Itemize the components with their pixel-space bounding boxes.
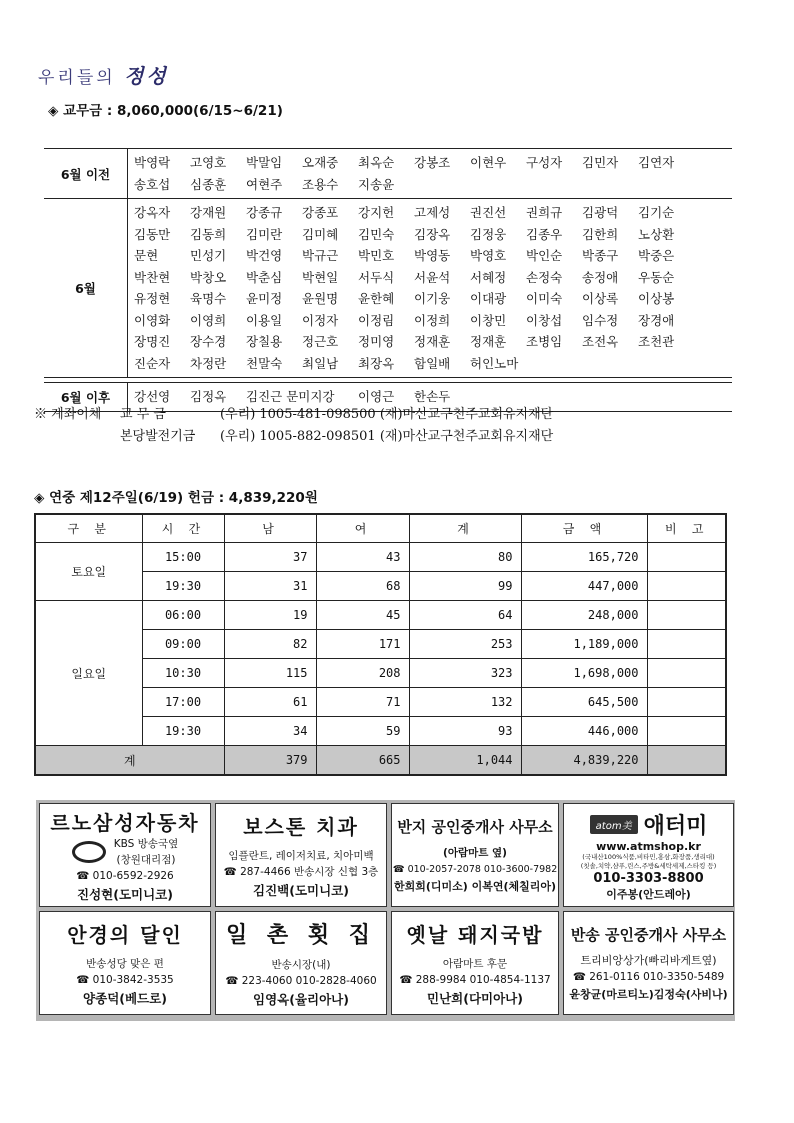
- donor-name: 이용일: [246, 312, 283, 328]
- donor-name: 박현일: [302, 269, 339, 285]
- donor-name: 최옥순: [358, 155, 395, 170]
- donor-name: 권진선: [470, 205, 507, 220]
- donor-name: 조병임: [526, 334, 563, 349]
- donor-row: [44, 148, 732, 198]
- atomy-logo: [590, 809, 708, 840]
- column-header: 금 액: [521, 514, 647, 543]
- donor-name: 허인노마: [470, 355, 519, 371]
- time-cell: 19:30: [142, 717, 224, 746]
- donor-name: 박종구: [582, 248, 619, 263]
- donor-name: 박영락: [134, 155, 171, 170]
- account-mark: [34, 426, 120, 448]
- ad-yetnal[interactable]: [391, 911, 559, 1015]
- donor-name: 이대광: [470, 291, 507, 306]
- donor-name: 서두식: [358, 269, 395, 285]
- donor-name: 심종훈: [190, 176, 227, 192]
- donor-name: 김장옥: [414, 226, 451, 242]
- total-m-cell: 379: [224, 746, 316, 776]
- ad-line: 임플란트, 레이저치료, 치아미백: [228, 850, 374, 862]
- title-main: 우리들의: [38, 68, 116, 88]
- account-mark: ※ 계좌이체: [34, 407, 102, 422]
- offering-table: [34, 513, 727, 776]
- donor-name: 송호섭: [134, 176, 171, 192]
- sum-cell: 132: [409, 688, 521, 717]
- ad-person: 한희희(디미소) 이복연(체칠리아): [393, 880, 557, 893]
- donor-name: 김미혜: [302, 226, 339, 242]
- total-amount-cell: 4,839,220: [521, 746, 647, 776]
- ad-phone: ☎ 010-3842-3535: [76, 974, 174, 986]
- male-cell: 34: [224, 717, 316, 746]
- title-accent: 정성: [124, 64, 169, 88]
- column-header: 시 간: [142, 514, 224, 543]
- amount-cell: 248,000: [521, 601, 647, 630]
- ad-phone: ☎ 223-4060 010-2828-4060: [225, 975, 377, 987]
- donor-name: 권희규: [526, 205, 563, 220]
- donor-name: 김동만: [134, 226, 171, 242]
- donor-name: 이기웅: [414, 291, 451, 306]
- account-value: (우리) 1005-882-098501 (재)마산교구천주교회유지재단: [220, 429, 554, 444]
- donor-name: 조용수: [302, 176, 339, 192]
- ad-name: 르노삼성자동차: [50, 811, 200, 835]
- donor-name: 이정림: [358, 312, 395, 328]
- donor-name: 김광덕: [582, 205, 619, 220]
- donor-name: 강종규: [246, 205, 283, 220]
- donor-name: 정근호: [302, 334, 339, 349]
- donor-name: 박창오: [190, 269, 227, 285]
- donor-name: 박찬현: [134, 269, 171, 285]
- male-cell: 82: [224, 630, 316, 659]
- column-header: 구 분: [35, 514, 142, 543]
- donor-name: 박인순: [526, 248, 563, 263]
- donor-name: 송정애: [582, 269, 619, 285]
- amount-cell: 447,000: [521, 572, 647, 601]
- time-cell: 10:30: [142, 659, 224, 688]
- donor-name: 조천관: [638, 334, 675, 349]
- day-cell: 토요일: [35, 543, 142, 601]
- sum-cell: 99: [409, 572, 521, 601]
- ad-person: 양종덕(베드로): [83, 991, 167, 1006]
- column-header: 비 고: [647, 514, 726, 543]
- donor-name: 김동희: [190, 226, 227, 242]
- total-row: [35, 746, 726, 776]
- donor-name: 진순자: [134, 355, 171, 371]
- amount-cell: 446,000: [521, 717, 647, 746]
- donor-name: 이미숙: [526, 291, 563, 306]
- donor-period-label: 6월 이후: [44, 383, 128, 411]
- ad-name: 보스톤 치과: [243, 815, 359, 839]
- donor-name: 노상환: [638, 226, 675, 242]
- amount-cell: 645,500: [521, 688, 647, 717]
- donor-name: 고영호: [190, 155, 227, 170]
- donor-name: 윤원명: [302, 291, 339, 306]
- ad-person: 이주봉(안드레아): [606, 887, 691, 901]
- account-label: 본당발전기금: [120, 429, 196, 444]
- page-title: [38, 60, 169, 89]
- donor-name: 박중은: [638, 248, 675, 263]
- donor-name: 강옥자: [134, 205, 171, 220]
- note-cell: [647, 630, 726, 659]
- table-row: [35, 601, 726, 630]
- ad-person: 민난희(다미아나): [427, 991, 523, 1006]
- donor-name: 김민숙: [358, 226, 395, 242]
- account-row: [34, 426, 553, 448]
- ad-glasses[interactable]: [39, 911, 211, 1015]
- donor-name: 김미란: [246, 226, 283, 242]
- donor-name: 최장옥: [358, 355, 395, 371]
- donor-table: [44, 148, 732, 412]
- gyomu-heading: ◈ 교무금 : 8,060,000(6/15~6/21): [48, 103, 283, 119]
- ad-phone: 010-3303-8800: [593, 870, 704, 886]
- note-cell: [647, 746, 726, 776]
- donor-name: 김한희: [582, 226, 619, 242]
- donor-name: 이상봉: [638, 291, 675, 306]
- column-header: 계: [409, 514, 521, 543]
- sum-cell: 93: [409, 717, 521, 746]
- donor-name: 이창섭: [526, 312, 563, 328]
- donor-name: 박규근: [302, 248, 339, 263]
- ad-name: 안경의 달인: [67, 923, 183, 947]
- donor-name: 서혜정: [470, 269, 507, 285]
- ad-renault[interactable]: [39, 803, 211, 907]
- donor-name: 함일배: [414, 355, 451, 371]
- sum-cell: 64: [409, 601, 521, 630]
- male-cell: 37: [224, 543, 316, 572]
- donor-name: 김연자: [638, 155, 675, 170]
- donor-period-label: 6월: [44, 199, 128, 377]
- note-cell: [647, 572, 726, 601]
- donor-name: 정미영: [358, 334, 395, 349]
- account-value: (우리) 1005-481-098500 (재)마산교구천주교회유지재단: [220, 407, 554, 422]
- donor-name: 장명진: [134, 334, 171, 349]
- ad-line: (아람마트 옆): [443, 847, 507, 859]
- day-cell: 일요일: [35, 601, 142, 746]
- donor-name: 이창민: [470, 312, 507, 328]
- ad-atomy[interactable]: [563, 803, 734, 907]
- donor-name: 오재중: [302, 155, 339, 170]
- donor-name: 손정숙: [526, 269, 563, 285]
- ad-phone: ☎ 287-4466 반송시장 신협 3층: [223, 866, 379, 878]
- total-sum-cell: 1,044: [409, 746, 521, 776]
- ad-line: KBS 방송국옆: [113, 838, 179, 850]
- female-cell: 43: [316, 543, 409, 572]
- note-cell: [647, 659, 726, 688]
- ad-line: 트리비앙상가(빠리바게트옆): [580, 954, 717, 967]
- note-cell: [647, 601, 726, 630]
- donor-name: 김진근 문미지강: [246, 389, 335, 404]
- donor-name: 강지헌: [358, 205, 395, 220]
- male-cell: 115: [224, 659, 316, 688]
- female-cell: 71: [316, 688, 409, 717]
- amount-cell: 1,698,000: [521, 659, 647, 688]
- ad-line: (칫솔,치약,샴푸,린스,주방&세탁세제,스타킹 등): [580, 861, 717, 870]
- donor-name: 강봉조: [414, 155, 451, 170]
- ad-ilchon[interactable]: [215, 911, 387, 1015]
- donor-name: 윤한혜: [358, 291, 395, 306]
- column-header: 남: [224, 514, 316, 543]
- donor-name: 박영호: [470, 248, 507, 263]
- male-cell: 19: [224, 601, 316, 630]
- donor-name: 김정옥: [190, 389, 227, 404]
- donor-name: 우동순: [638, 269, 675, 285]
- atomy-badge: atom美: [590, 815, 638, 834]
- ad-line: 반송성당 맞은 편: [86, 958, 164, 970]
- time-cell: 17:00: [142, 688, 224, 717]
- donor-name: 이상록: [582, 291, 619, 306]
- donor-name: 최일남: [302, 355, 339, 371]
- donor-name: 이정희: [414, 312, 451, 328]
- donor-name: 유정현: [134, 291, 171, 306]
- donor-names: [128, 199, 732, 377]
- donor-name: 육명수: [190, 291, 227, 306]
- donor-period-label: 6월 이전: [44, 149, 128, 198]
- total-f-cell: 665: [316, 746, 409, 776]
- ad-name: 애터미: [643, 813, 708, 839]
- donor-name: 이영근: [358, 389, 395, 404]
- ad-phone: ☎ 288-9984 010-4854-1137: [399, 974, 551, 986]
- donor-name: 정재훈: [470, 334, 507, 349]
- donor-name: 장경애: [638, 312, 675, 328]
- donor-name: 정재훈: [414, 334, 451, 349]
- ad-person: 김진백(도미니코): [253, 883, 349, 898]
- donor-name: 장수경: [190, 334, 227, 349]
- account-label: 교 무 금: [120, 407, 166, 422]
- amount-cell: 165,720: [521, 543, 647, 572]
- time-cell: 15:00: [142, 543, 224, 572]
- donor-name: 서윤석: [414, 269, 451, 285]
- donor-names: [128, 149, 732, 198]
- ad-line: 아람마트 후문: [442, 958, 508, 970]
- donor-name: 박건영: [246, 248, 283, 263]
- donor-name: 김정웅: [470, 226, 507, 242]
- female-cell: 68: [316, 572, 409, 601]
- donor-name: 윤미정: [246, 291, 283, 306]
- donor-name: 강재원: [190, 205, 227, 220]
- ad-banji[interactable]: [391, 803, 559, 907]
- ad-bansong[interactable]: [563, 911, 734, 1015]
- donor-name: 차정란: [190, 355, 227, 371]
- donor-name: 이정자: [302, 312, 339, 328]
- ad-line: 반송시장(내): [271, 959, 331, 971]
- donor-name: 박영동: [414, 248, 451, 263]
- column-header: 여: [316, 514, 409, 543]
- ad-person: 진성현(도미니코): [77, 887, 173, 902]
- female-cell: 59: [316, 717, 409, 746]
- female-cell: 171: [316, 630, 409, 659]
- donor-name: 박말임: [246, 155, 283, 170]
- donor-row: [44, 198, 732, 378]
- donor-name: 한손두: [414, 389, 451, 404]
- ad-person: 윤창균(마르티노)김정숙(사비나): [569, 988, 728, 1001]
- donor-name: 지송윤: [358, 176, 395, 192]
- donor-name: 김민자: [582, 155, 619, 170]
- donor-name: 장칠용: [246, 334, 283, 349]
- total-label: 계: [35, 746, 224, 776]
- ad-line: (창원대리점): [116, 854, 176, 866]
- donor-name: 고제성: [414, 205, 451, 220]
- male-cell: 61: [224, 688, 316, 717]
- table-row: [35, 543, 726, 572]
- note-cell: [647, 717, 726, 746]
- offering-heading: ◈ 연중 제12주일(6/19) 헌금 : 4,839,220원: [34, 490, 318, 506]
- amount-cell: 1,189,000: [521, 630, 647, 659]
- sum-cell: 80: [409, 543, 521, 572]
- ad-name: 옛날 돼지국밥: [406, 923, 544, 947]
- ad-boston[interactable]: [215, 803, 387, 907]
- note-cell: [647, 688, 726, 717]
- donor-name: 천말숙: [246, 355, 283, 371]
- donor-name: 여현주: [246, 176, 283, 192]
- ads-grid: [36, 800, 735, 1021]
- ad-phone: ☎ 010-6592-2926: [76, 870, 174, 882]
- donor-name: 박민호: [358, 248, 395, 263]
- donor-name: 김종우: [526, 226, 563, 242]
- ad-phone: ☎ 261-0116 010-3350-5489: [572, 971, 725, 983]
- ad-name: 반송 공인중개사 사무소: [570, 926, 727, 944]
- ad-person: 임영옥(율리아나): [253, 992, 349, 1007]
- ad-url: www.atmshop.kr: [596, 839, 701, 853]
- note-cell: [647, 543, 726, 572]
- donor-name: 김기순: [638, 205, 675, 220]
- donor-name: 문현: [134, 248, 159, 263]
- female-cell: 45: [316, 601, 409, 630]
- account-info: [34, 404, 553, 448]
- sum-cell: 323: [409, 659, 521, 688]
- time-cell: 06:00: [142, 601, 224, 630]
- ad-name: 일 촌 횟 집: [226, 923, 376, 948]
- donor-name: 조전옥: [582, 334, 619, 349]
- donor-name: 강선영: [134, 389, 171, 404]
- female-cell: 208: [316, 659, 409, 688]
- donor-name: 임수정: [582, 312, 619, 328]
- renault-logo-icon: [72, 841, 106, 863]
- donor-name: 강종포: [302, 205, 339, 220]
- donor-name: 박춘심: [246, 269, 283, 285]
- time-cell: 19:30: [142, 572, 224, 601]
- time-cell: 09:00: [142, 630, 224, 659]
- ad-name: 반지 공인중개사 사무소: [397, 818, 553, 836]
- male-cell: 31: [224, 572, 316, 601]
- donor-name: 이영화: [134, 312, 171, 328]
- donor-name: 구성자: [526, 155, 563, 170]
- donor-name: 이현우: [470, 155, 507, 170]
- sum-cell: 253: [409, 630, 521, 659]
- ad-line: (국내산100%식품,비타민,홍삼,화장품,생리대): [582, 852, 715, 861]
- ad-phone: ☎ 010-2057-2078 010-3600-7982: [392, 864, 558, 875]
- donor-name: 이영희: [190, 312, 227, 328]
- donor-name: 민성기: [190, 248, 227, 263]
- account-row: [34, 404, 553, 426]
